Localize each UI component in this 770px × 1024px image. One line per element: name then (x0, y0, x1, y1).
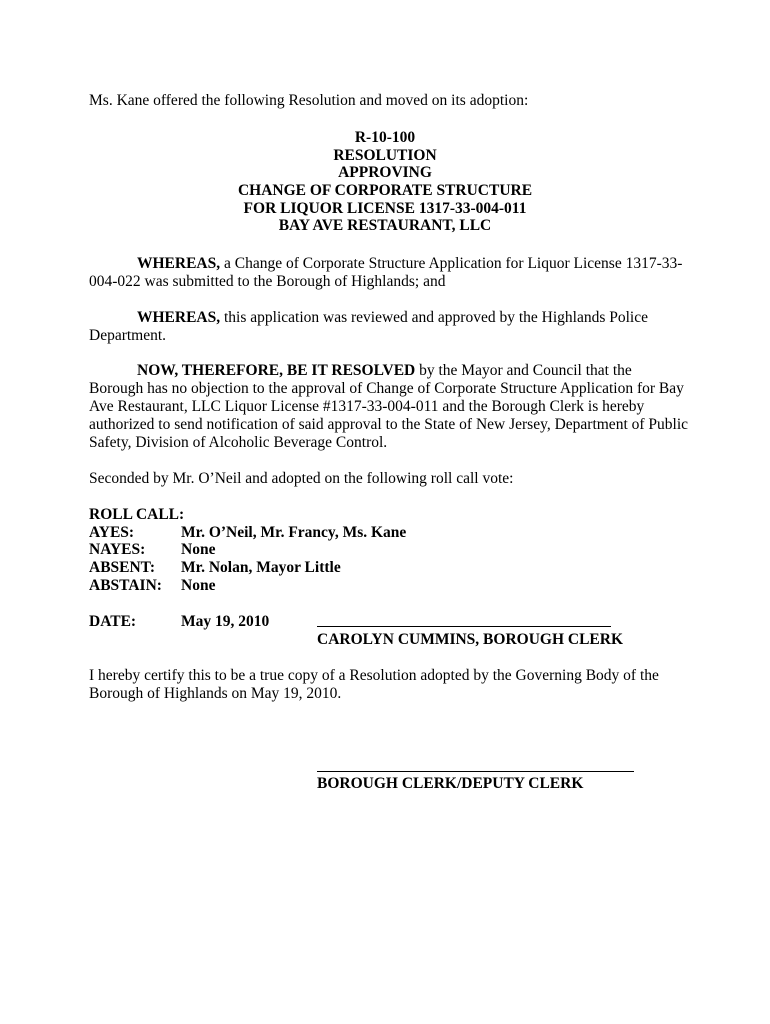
date-value: May 19, 2010 (181, 613, 270, 630)
roll-call-row-abstain (89, 577, 406, 595)
whereas-text-1: a Change of Corporate Structure Application for Liquor License 1317-33-004-022 was submitted to the Borough of Highlands; and (89, 255, 683, 290)
resolved-lead: NOW, THEREFORE, BE IT RESOLVED (137, 362, 416, 379)
roll-call-heading: ROLL CALL: (89, 506, 185, 523)
certification-paragraph: I hereby certify this to be a true copy of a Resolution adopted by the Governing Body of the Borough of Highlands on May 19, 2010. (89, 667, 659, 702)
signature-label-deputy: BOROUGH CLERK/DEPUTY CLERK (317, 775, 584, 792)
roll-call-label: ABSTAIN: (89, 576, 162, 594)
roll-call-label: ABSENT: (89, 559, 156, 577)
intro-line: Ms. Kane offered the following Resolution and moved on its adoption: (89, 92, 529, 109)
roll-call-row-nayes (89, 541, 406, 559)
whereas-paragraph-1 (89, 255, 689, 291)
roll-call-value: Mr. Nolan, Mayor Little (181, 559, 341, 577)
title-line-restaurant: BAY AVE RESTAURANT, LLC (278, 217, 492, 235)
resolution-number: R-10-100 (354, 129, 416, 146)
title-line-change: CHANGE OF CORPORATE STRUCTURE (237, 182, 533, 200)
title-line-resolution: RESOLUTION (333, 146, 437, 164)
whereas-text-2: this application was reviewed and approved by the Highlands Police Department. (89, 309, 648, 344)
date-label: DATE: (89, 613, 137, 630)
signature-line-clerk (317, 626, 611, 627)
roll-call-row-absent (89, 559, 406, 577)
roll-call-row-ayes (89, 524, 406, 542)
title-line-approving: APPROVING (338, 164, 432, 182)
roll-call-label: NAYES: (89, 541, 146, 559)
roll-call-block (89, 506, 406, 594)
roll-call-value: None (181, 541, 216, 559)
roll-call-label: AYES: (89, 523, 135, 541)
signature-label-clerk: CAROLYN CUMMINS, BOROUGH CLERK (317, 631, 624, 648)
seconded-line: Seconded by Mr. O’Neil and adopted on the following roll call vote: (89, 470, 514, 487)
resolved-text: by the Mayor and Council that the Borough has no objection to the approval of Change of Corporate Structure Application for Bay Ave Restaurant, LLC Liquor License #1317-33-004-011 and the Borough Clerk is hereby authorized to send notification of said approval to the State of New Jersey, Department of Public Safety, Division of Alcoholic Beverage Control. (89, 362, 689, 451)
title-line-license: FOR LIQUOR LICENSE 1317-33-004-011 (243, 199, 527, 217)
whereas-lead-2: WHEREAS, (137, 309, 221, 326)
whereas-paragraph-2 (89, 309, 689, 345)
roll-call-value: None (181, 576, 216, 594)
resolution-title-block (0, 129, 770, 235)
signature-line-deputy (317, 771, 634, 772)
whereas-lead-1: WHEREAS, (137, 255, 221, 272)
resolved-paragraph (89, 362, 689, 452)
roll-call-value: Mr. O’Neil, Mr. Francy, Ms. Kane (181, 523, 407, 541)
date-row (89, 613, 269, 631)
